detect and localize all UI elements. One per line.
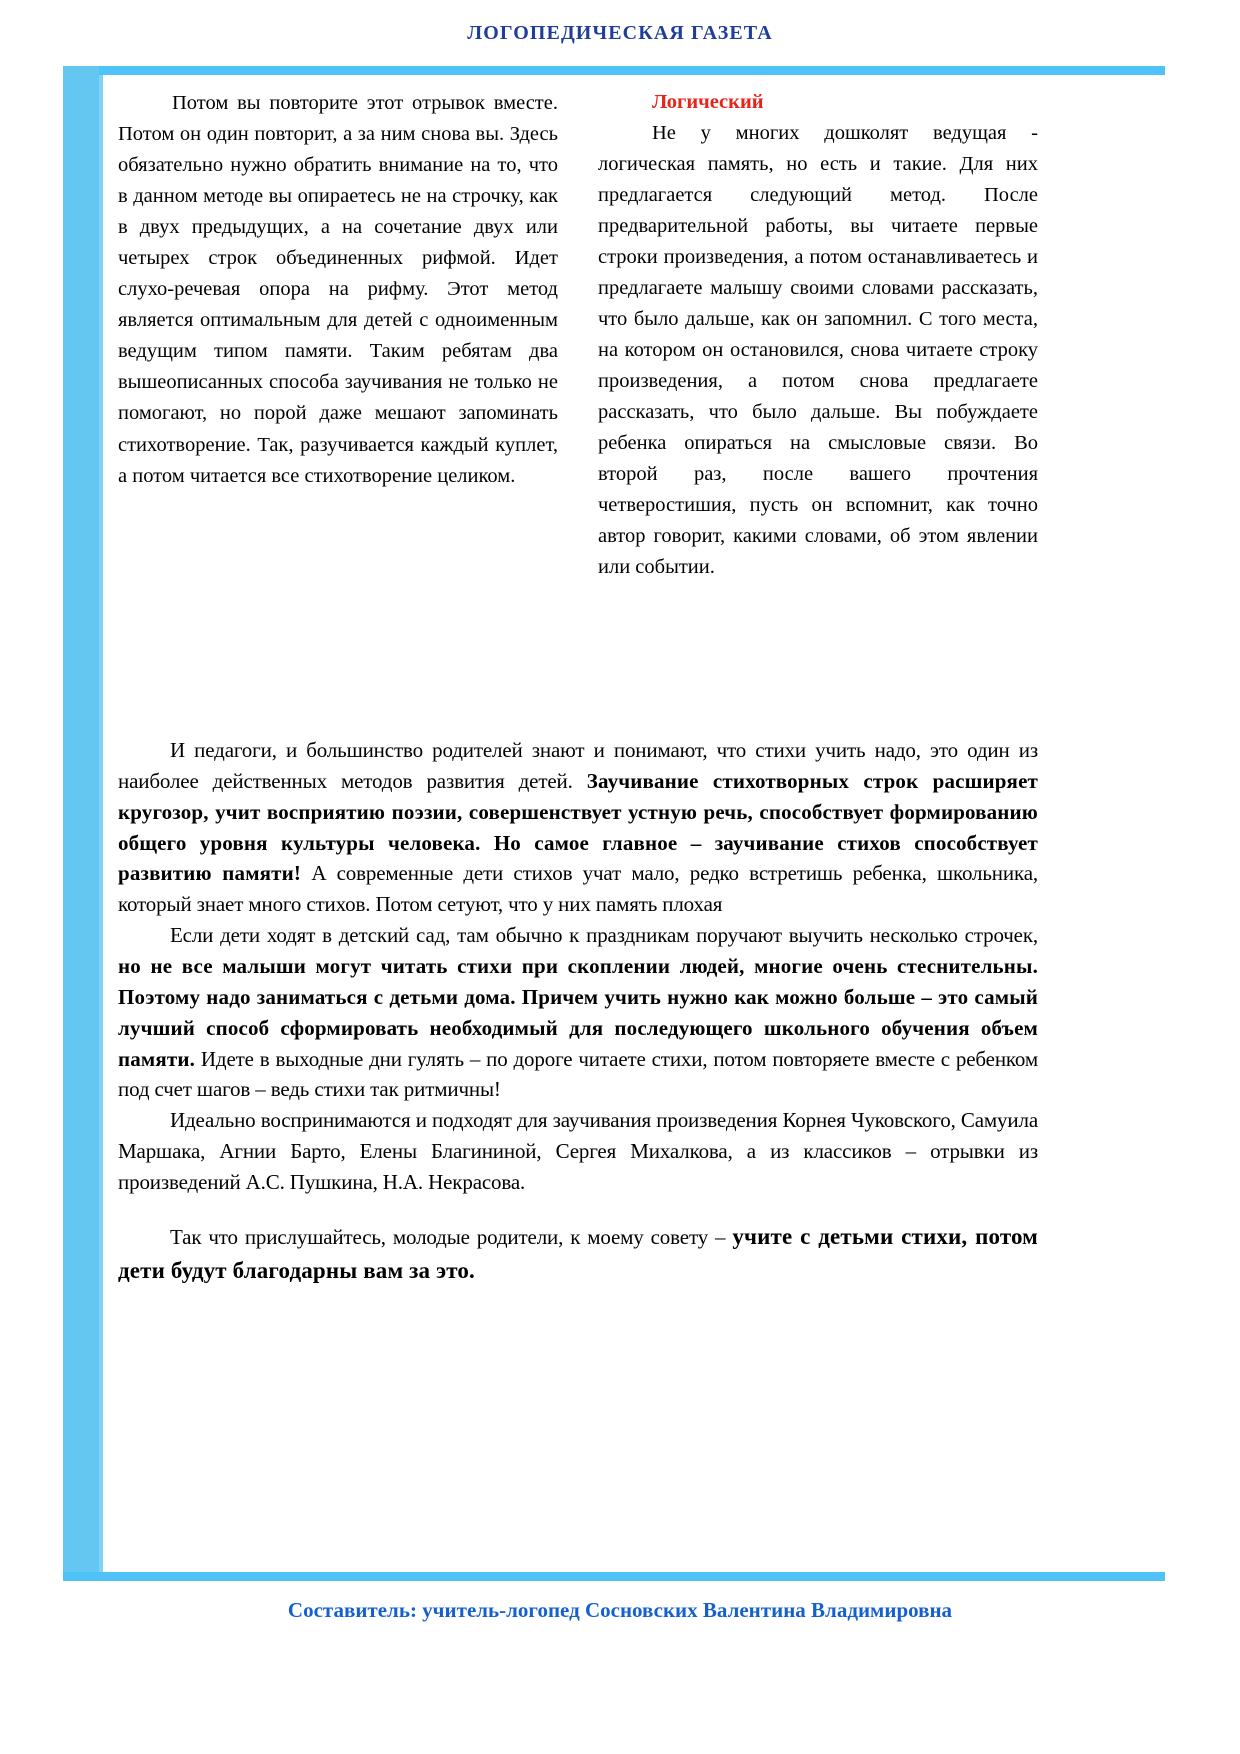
body-paragraph-1-emphasis: Заучивание стихотворных строк расширяет кругозор, учит восприятию поэзии, совершенствует устную речь, способствует формированию общего уровня культуры человека. Но самое главное – заучивание стихов способствует развитию памяти!: [118, 768, 1038, 886]
body-paragraph-1: [118, 735, 1038, 920]
two-column-section: [118, 88, 1038, 688]
body-paragraph-4-emphasis: учите с детьми стихи, потом дети будут благодарны вам за это.: [118, 1223, 1038, 1283]
body-paragraph-4: [118, 1220, 1038, 1288]
body-paragraph-2-outro: Идете в выходные дни гулять – по дороге читаете стихи, потом повторяете вместе с ребенком под счет шагов – ведь стихи так ритмичны!: [118, 1046, 1038, 1102]
body-paragraph-4-intro: Так что прислушайтесь, молодые родители, к моему совету –: [170, 1224, 733, 1249]
left-column: [118, 88, 558, 688]
left-decorative-stripe: [63, 66, 99, 1580]
section-heading-logical: Логический: [652, 91, 764, 113]
header-divider: [63, 66, 1165, 75]
right-column-paragraph: Не у многих дошколят ведущая - логическая память, но есть и такие. Для них предлагается следующий метод. После предварительной работы, вы читаете первые строки произведения, а потом останавливаетесь и предлагаете малышу своими словами рассказать, что было дальше, как он запомнил. С того места, на котором он остановился, снова читаете строку произведения, а потом снова предлагаете рассказать, что было дальше. Вы побуждаете ребенка опираться на смысловые связи. Во второй раз, после вашего прочтения четверостишия, пусть он вспомнит, как точно автор говорит, какими словами, об этом явлении или событии.: [598, 121, 1038, 579]
footer-credit: Составитель: учитель-логопед Сосновских Валентина Владимировна: [287, 1598, 953, 1622]
page-title: ЛОГОПЕДИЧЕСКАЯ ГАЗЕТА: [467, 22, 773, 44]
right-column: [598, 88, 1038, 688]
body-paragraph-1-intro: И педагоги, и большинство родителей знают и понимают, что стихи учить надо, это один из наиболее действенных методов развития детей.: [118, 738, 1038, 793]
left-column-paragraph: Потом вы повторите этот отрывок вместе. Потом он один повторит, а за ним снова вы. Здесь обязательно нужно обратить внимание на то, что в данном методе вы опираетесь не на строчку, как в двух предыдущих, а на сочетание двух или четырех строк объединенных рифмой. Идет слухо-речевая опора на рифму. Этот метод является оптимальным для детей с одноименным ведущим типом памяти. Таким ребятам два вышеописанных способа заучивания не только не помогают, но порой даже мешают запоминать стихотворение. Так, разучивается каждый куплет, а потом читается все стихотворение целиком.: [118, 92, 558, 487]
body-paragraph-2: [118, 920, 1038, 1105]
body-paragraph-2-intro: Если дети ходят в детский сад, там обычно к праздникам поручают выучить несколько строчек,: [170, 923, 1038, 948]
body-paragraph-3: Идеально воспринимаются и подходят для заучивания произведения Корнея Чуковского, Самуила Маршака, Агнии Барто, Елены Благининой, Сергея Михалкова, а из классиков – отрывки из произведений А.С. Пушкина, Н.А. Некрасова.: [118, 1108, 1038, 1195]
left-decorative-stripe-inner: [99, 75, 103, 1580]
footer-divider: [63, 1572, 1165, 1581]
body-paragraph-1-outro: А современные дети стихов учат мало, редко встретишь ребенка, школьника, который знает много стихов. Потом сетуют, что у них память плохая: [118, 861, 1038, 917]
full-width-body: [118, 735, 1038, 1287]
body-paragraph-2-emphasis: но не все малыши могут читать стихи при скоплении людей, многие очень стеснительны. Поэтому надо заниматься с детьми дома. Причем учить нужно как можно больше – это самый лучший способ сформировать необходимый для последующего школьного обучения объем памяти.: [118, 954, 1038, 1071]
